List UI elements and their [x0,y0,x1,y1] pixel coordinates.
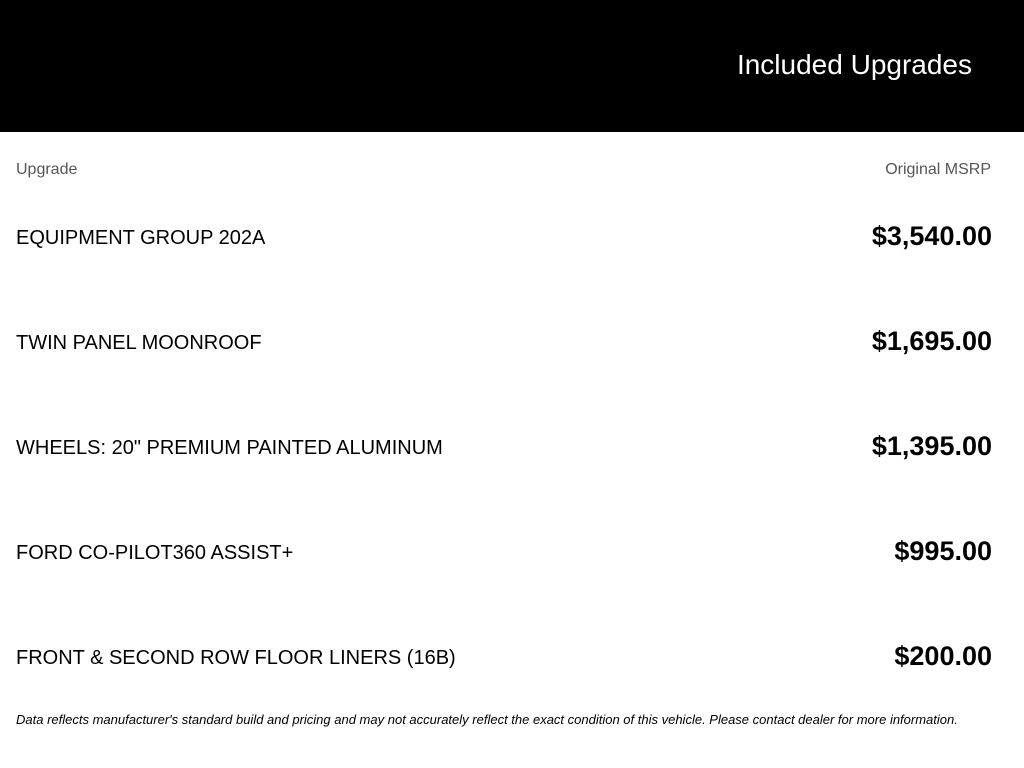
upgrade-name: WHEELS: 20" PREMIUM PAINTED ALUMINUM [16,437,443,459]
upgrade-name: TWIN PANEL MOONROOF [16,332,262,354]
upgrades-list [16,210,992,735]
disclaimer-text: Data reflects manufacturer's standard build and pricing and may not accurately reflect the exact condition of this vehicle. Please contact dealer for more information. [16,712,958,727]
upgrade-price: $1,695.00 [871,326,992,356]
upgrade-price: $995.00 [894,536,992,566]
upgrade-name: EQUIPMENT GROUP 202A [16,227,266,249]
header-banner [0,0,1024,132]
upgrade-price: $1,395.00 [871,431,992,461]
upgrade-price: $200.00 [894,641,992,671]
upgrade-name: FRONT & SECOND ROW FLOOR LINERS (16B) [16,647,456,669]
upgrade-row [16,420,992,525]
upgrade-row [16,525,992,630]
upgrade-name: FORD CO-PILOT360 ASSIST+ [16,542,294,564]
column-header-msrp: Original MSRP [885,161,991,178]
upgrade-price: $3,540.00 [871,221,992,251]
column-header-upgrade: Upgrade [16,161,78,178]
column-headers [16,161,991,179]
page-title: Included Upgrades [736,49,972,80]
upgrade-row [16,210,992,315]
upgrade-row [16,315,992,420]
